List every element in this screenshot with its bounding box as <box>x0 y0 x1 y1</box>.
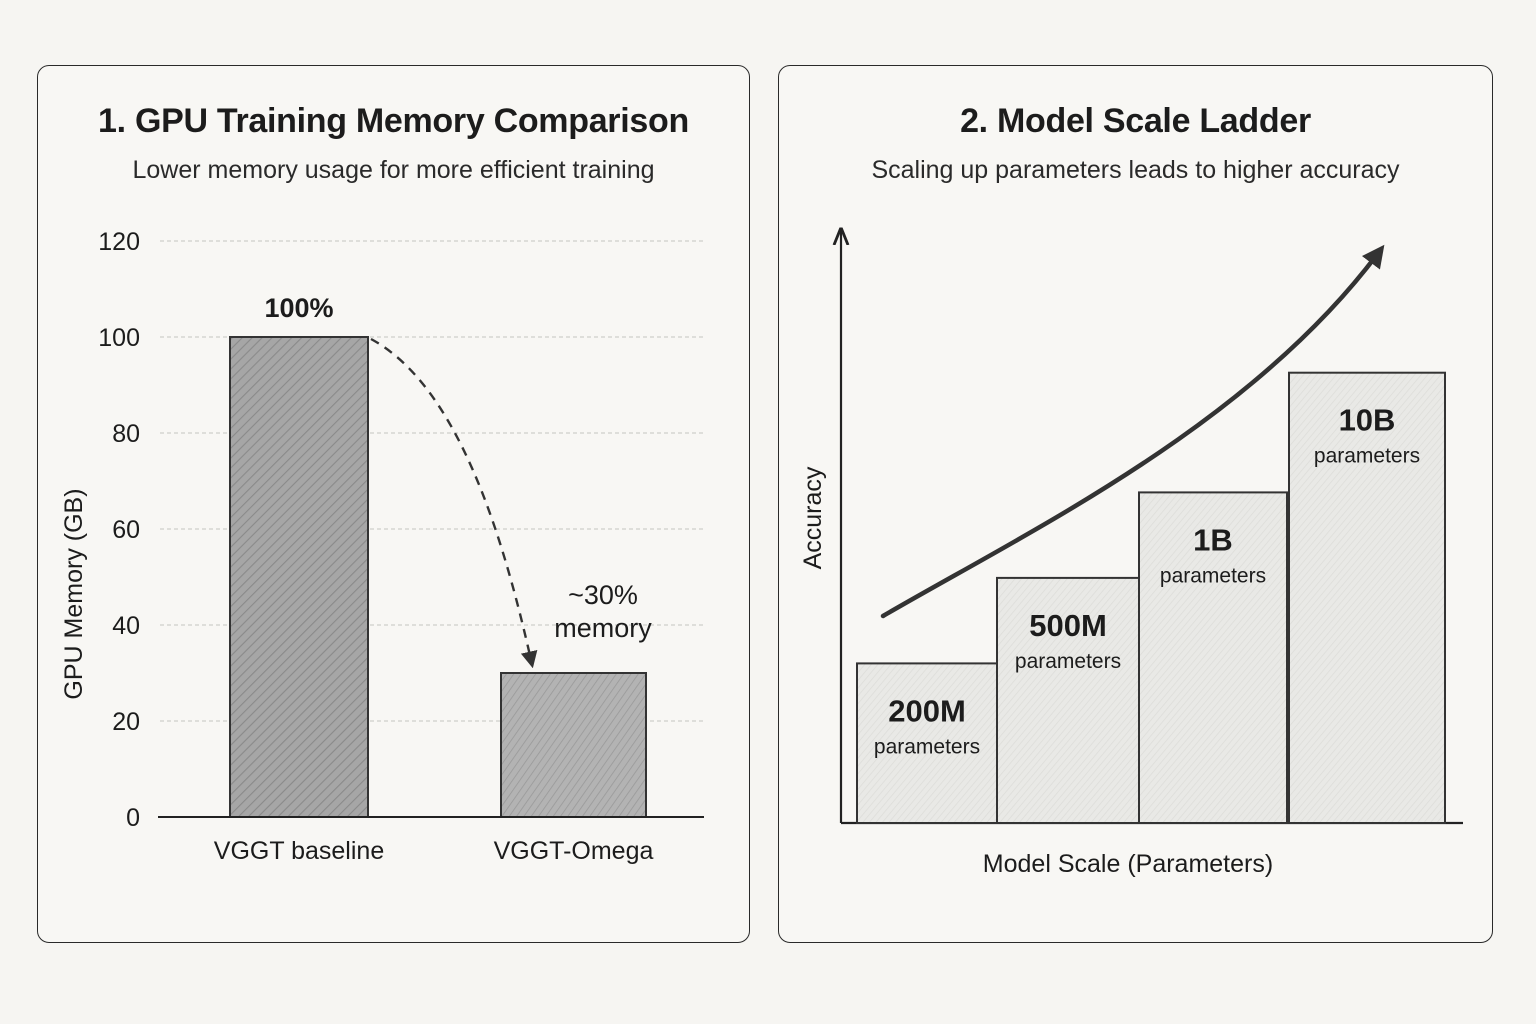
y-tick-label: 0 <box>126 804 140 832</box>
scale-category-label: 1B <box>1193 522 1233 558</box>
y-tick-label: 40 <box>112 612 140 640</box>
scale-category-sublabel: parameters <box>1313 444 1421 468</box>
memory-comparison-panel <box>37 65 750 943</box>
memory-y-axis-label: GPU Memory (GB) <box>60 488 88 700</box>
scale-chart-title: 2. Model Scale Ladder <box>960 102 1311 140</box>
scale-category-label: 200M <box>888 693 966 729</box>
omega-value-label: ~30% <box>568 580 638 610</box>
reduction-dashed-arrow <box>371 339 531 660</box>
model-scale-panel <box>778 65 1493 943</box>
y-tick-label: 120 <box>98 228 140 256</box>
scale-category-sublabel: parameters <box>1014 649 1122 673</box>
memory-chart-title: 1. GPU Training Memory Comparison <box>98 102 689 140</box>
y-tick-label: 80 <box>112 420 140 448</box>
scale-bar <box>1289 373 1445 823</box>
scale-category-label: 500M <box>1029 607 1107 643</box>
scale-category-label: 10B <box>1338 402 1396 438</box>
scale-x-axis-label: Model Scale (Parameters) <box>982 850 1274 878</box>
y-tick-label: 60 <box>112 516 140 544</box>
scale-category-sublabel: parameters <box>873 735 981 759</box>
accuracy-axis-label: Accuracy <box>799 466 827 570</box>
y-tick-label: 20 <box>112 708 140 736</box>
memory-bar-chart <box>38 66 751 944</box>
memory-chart-subtitle: Lower memory usage for more efficient training <box>132 156 655 184</box>
scale-category-sublabel: parameters <box>1159 564 1267 588</box>
memory-bar <box>501 673 646 817</box>
y-tick-label: 100 <box>98 324 140 352</box>
scale-chart-subtitle: Scaling up parameters leads to higher accuracy <box>871 156 1400 184</box>
model-scale-bar-chart <box>779 66 1494 944</box>
x-category-label: VGGT-Omega <box>493 837 654 865</box>
baseline-value-label: 100% <box>264 293 334 323</box>
omega-value-sublabel: memory <box>554 613 652 643</box>
x-category-label: VGGT baseline <box>213 837 385 865</box>
memory-bar <box>230 337 368 817</box>
